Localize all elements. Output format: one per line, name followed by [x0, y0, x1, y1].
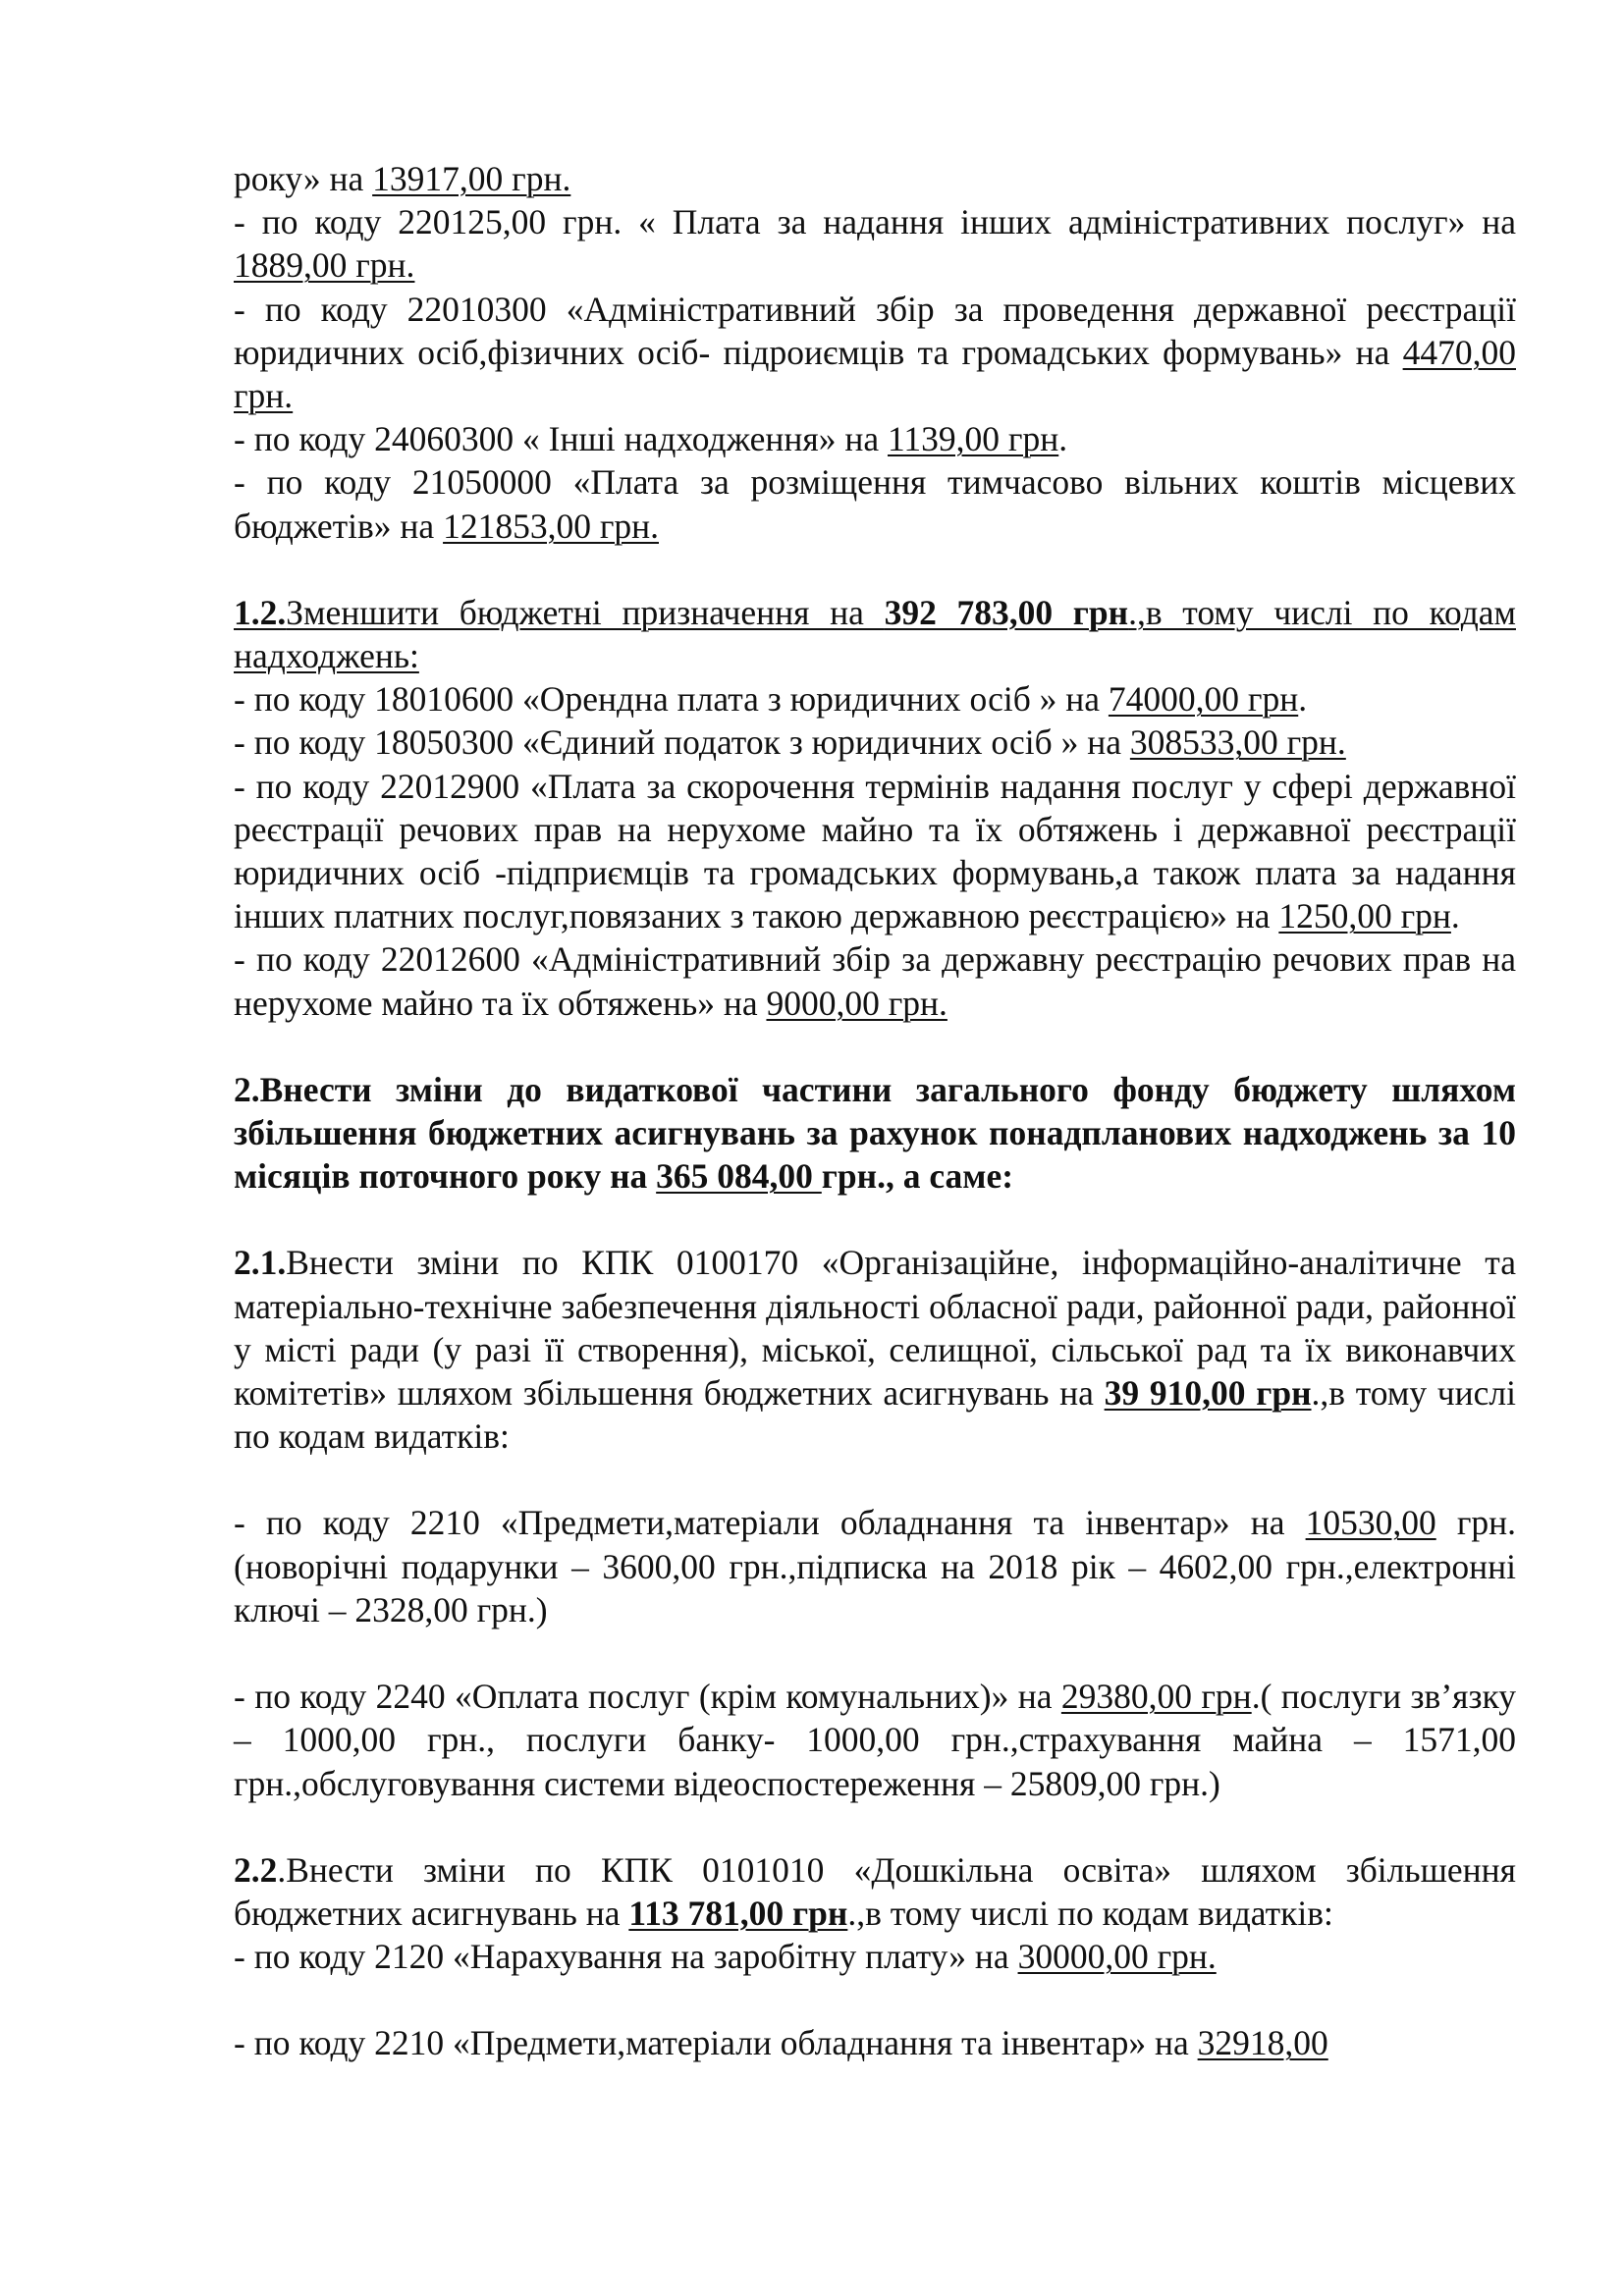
text-run: - по коду 21050000 «Плата за розміщення тимчасово вільних коштів місцевих бюджетів» на — [234, 462, 1516, 546]
underlined-text: 9000,00 грн. — [766, 983, 947, 1023]
underlined-text: .,в тому числі по кодам надходжень: — [234, 592, 1516, 676]
underlined-text: 1139,00 грн — [887, 419, 1059, 459]
paragraph-spacer — [234, 1025, 1516, 1068]
text-run: - по коду 2210 «Предмети,матеріали обладнання та інвентар» на — [234, 2023, 1198, 2063]
text-run: - по коду 24060300 « Інші надходження» на — [234, 419, 888, 459]
text-run: Внести зміни по КПК 0100170 «Організаційне, інформаційно-аналітичне та матеріально-технічне забезпечення діяльності обласної ради, районної ради, районної у місті ради (у разі її створення), міської, селищної, сільської рад та їх виконавчих комітетів» шляхом збільшення бюджетних асигнувань на — [234, 1243, 1516, 1414]
paragraph-spacer — [234, 1631, 1516, 1675]
bold-text: 2.2 — [234, 1849, 278, 1890]
paragraph — [234, 937, 1516, 1024]
underlined-text: 29380,00 грн — [1060, 1677, 1252, 1717]
text-run: . — [1058, 419, 1068, 459]
text-run: - по коду 18010600 «Орендна плата з юридичних осіб » на — [234, 679, 1109, 720]
text-run: .,в тому числі по кодам видатків: — [847, 1893, 1333, 1933]
paragraph-spacer — [234, 548, 1516, 591]
text-run: - по коду 18050300 «Єдиний податок з юридичних осіб » на — [234, 722, 1130, 763]
paragraph-spacer — [234, 1458, 1516, 1501]
text-run: . — [1298, 679, 1308, 720]
document-page — [234, 157, 1516, 2065]
underlined-text: 1889,00 грн. — [234, 245, 415, 286]
paragraph — [234, 1501, 1516, 1631]
underlined-text: 121853,00 грн. — [443, 506, 659, 546]
text-run: - по коду 22012600 «Адміністративний збір за державну реєстрацію речових прав на нерухоме майно та їх обтяжень» на — [234, 939, 1516, 1023]
paragraph — [234, 1241, 1516, 1458]
text-run: - по коду 2120 «Нарахування на заробітну плату» на — [234, 1937, 1018, 1977]
text-run: - по коду 2240 «Оплата послуг (крім комунальних)» на — [234, 1677, 1061, 1717]
underlined-text: 32918,00 — [1197, 2023, 1328, 2063]
paragraph-spacer — [234, 1198, 1516, 1241]
text-run: грн.(новорічні подарунки – 3600,00 грн.,підписка на 2018 рік – 4602,00 грн.,електронні ключі – 2328,00 грн.) — [234, 1503, 1516, 1629]
paragraph — [234, 288, 1516, 418]
underlined-text: 308533,00 грн. — [1129, 722, 1346, 763]
underlined-text: 365 084,00 — [656, 1156, 822, 1197]
text-run: .( послуги зв’язку – 1000,00 грн., послуги банку- 1000,00 грн.,страхування майна – 1571,00 грн.,обслуговування системи відеоспостереження – 25809,00 грн.) — [234, 1677, 1516, 1803]
underlined-text: 113 781,00 грн — [628, 1893, 848, 1933]
bold-text: 2.Внести зміни до видаткової частини загального фонду бюджету шляхом збільшення бюджетних асигнувань за рахунок понадпланових надходжень за 10 місяців поточного року на — [234, 1069, 1516, 1197]
text-run: - по коду 22010300 «Адміністративний збір за проведення державної реєстрації юридичних осіб,фізичних осіб- підроиємців та громадських формувань» на — [234, 289, 1516, 372]
underlined-text: 13917,00 грн. — [372, 159, 571, 198]
underlined-text: Зменшити бюджетні призначення на — [286, 592, 885, 632]
text-run: року» на — [234, 159, 373, 198]
text-run: - по коду 2210 «Предмети,матеріали обладнання та інвентар» на — [234, 1503, 1306, 1543]
paragraph — [234, 1848, 1516, 1935]
paragraph — [234, 2021, 1516, 2064]
paragraph-spacer — [234, 1805, 1516, 1848]
paragraph-spacer — [234, 1978, 1516, 2021]
paragraph — [234, 765, 1516, 938]
paragraph — [234, 591, 1516, 677]
text-run: . — [1450, 896, 1460, 936]
text-run: - по коду 220125,00 грн. « Плата за надання інших адміністративних послуг» на — [234, 202, 1516, 242]
paragraph — [234, 460, 1516, 547]
underlined-text: 74000,00 грн — [1108, 679, 1299, 720]
bold-text: 2.1. — [234, 1243, 287, 1283]
underlined-text: 1250,00 грн — [1278, 896, 1451, 936]
paragraph — [234, 677, 1516, 721]
bold-text: грн., а саме: — [821, 1156, 1014, 1197]
paragraph — [234, 1675, 1516, 1805]
underlined-text: 39 910,00 грн — [1104, 1373, 1312, 1414]
paragraph — [234, 1068, 1516, 1199]
paragraph — [234, 417, 1516, 460]
underlined-text: 1.2. — [234, 592, 287, 632]
underlined-text: 4470,00 грн. — [234, 332, 1516, 416]
paragraph — [234, 721, 1516, 764]
underlined-text: 30000,00 грн. — [1017, 1937, 1217, 1977]
text-run: .,в тому числі по кодам видатків: — [234, 1373, 1516, 1457]
underlined-text: 392 783,00 грн — [884, 592, 1129, 632]
paragraph — [234, 200, 1516, 287]
paragraph — [234, 1935, 1516, 1978]
underlined-text: 10530,00 — [1305, 1503, 1436, 1543]
text-run: .Внести зміни по КПК 0101010 «Дошкільна освіта» шляхом збільшення бюджетних асигнувань на — [234, 1849, 1516, 1933]
text-run: - по коду 22012900 «Плата за скорочення термінів надання послуг у сфері державної реєстрації речових прав на нерухоме майно та їх обтяжень і державної реєстрації юридичних осіб -підприємців та громадських формувань,а також плата за надання інших платних послуг,повязаних з такою державною реєстрацією» на — [234, 766, 1516, 936]
paragraph — [234, 157, 1516, 200]
